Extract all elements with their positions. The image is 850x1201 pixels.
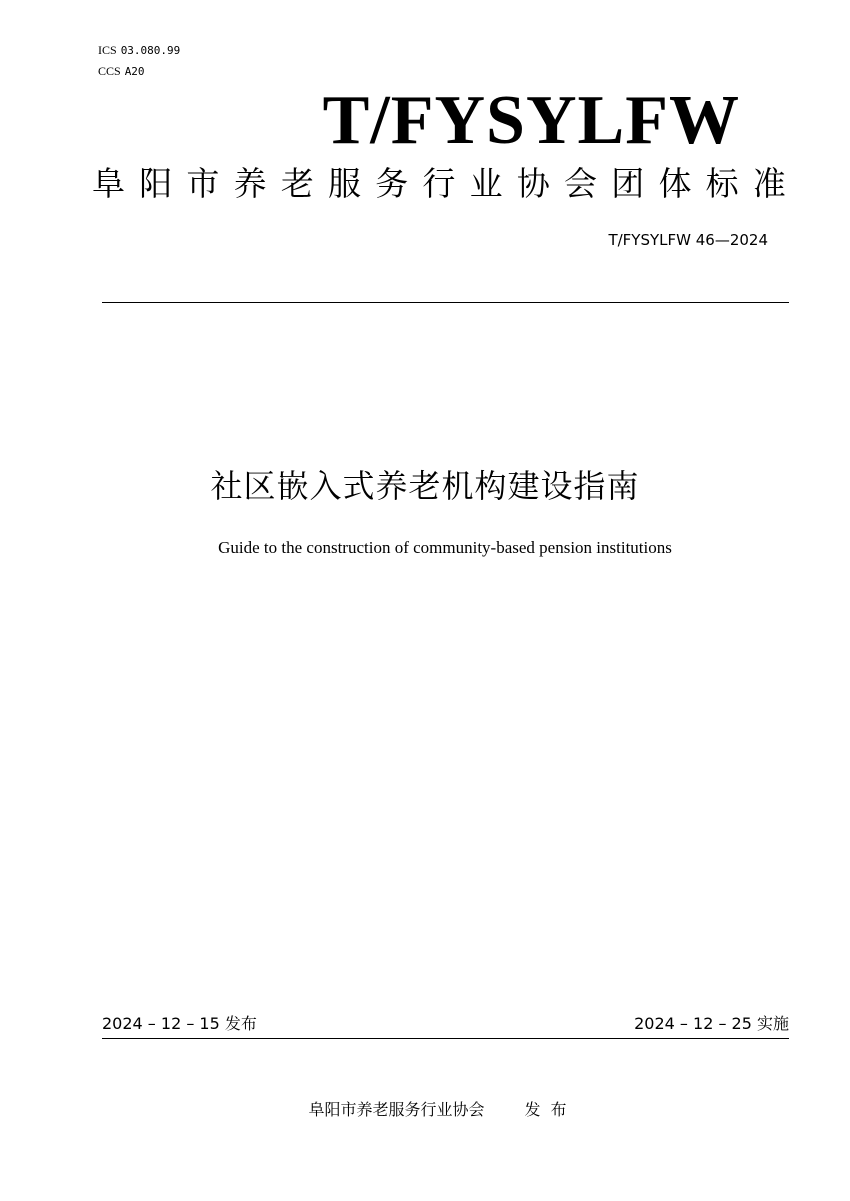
organization-title-char: 行	[422, 164, 456, 203]
implementation-date: 2024 – 12 – 25 实施	[634, 1014, 789, 1033]
organization-title-char: 体	[658, 164, 692, 203]
organization-title-char: 阜	[92, 164, 125, 203]
organization-title-char: 务	[375, 164, 409, 203]
organization-title-char: 养	[233, 164, 267, 203]
organization-title-char: 会	[564, 164, 598, 203]
publisher-action: 发布	[524, 1100, 577, 1119]
organization-title-char: 老	[280, 164, 314, 203]
organization-title-char: 市	[186, 164, 220, 203]
organization-title-char: 标	[705, 164, 739, 203]
publisher-name: 阜阳市养老服务行业协会	[308, 1100, 485, 1119]
ccs-code: A20	[124, 65, 145, 78]
organization-title-char: 服	[328, 164, 362, 203]
ics-label: ICS	[98, 43, 117, 57]
footer-divider	[102, 1038, 789, 1039]
ics-code: 03.080.99	[120, 44, 181, 57]
ccs-line	[98, 63, 145, 80]
organization-title-char: 阳	[139, 164, 173, 203]
organization-title-char: 团	[611, 164, 645, 203]
document-title: 社区嵌入式养老机构建设指南	[210, 467, 640, 505]
organization-title-char: 业	[469, 164, 503, 203]
organization-title	[92, 162, 786, 206]
document-subtitle: Guide to the construction of community-based pension institutions	[218, 538, 672, 557]
issue-date: 2024 – 12 – 15 发布	[102, 1014, 257, 1033]
ccs-label: CCS	[98, 64, 121, 78]
standard-number: T/FYSYLFW 46—2024	[608, 231, 768, 249]
organization-title-char: 协	[516, 164, 550, 203]
brand-code: T/FYSYLFW	[322, 82, 740, 159]
organization-title-char: 准	[752, 164, 786, 203]
publisher-line	[0, 1098, 850, 1122]
header-divider	[102, 302, 789, 303]
ics-line	[98, 42, 180, 59]
